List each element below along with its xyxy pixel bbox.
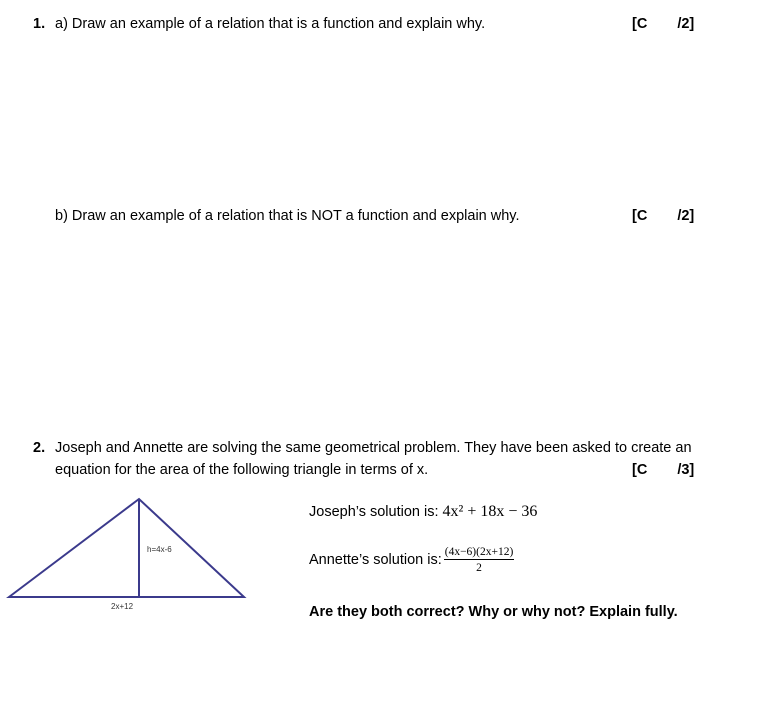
annette-label: Annette’s solution is: xyxy=(309,552,442,568)
joseph-expression: 4x² + 18x − 36 xyxy=(442,503,538,520)
question-2-line-1: Joseph and Annette are solving the same geometrical problem. They have been asked to create an xyxy=(55,440,692,456)
triangle-diagram xyxy=(0,490,260,620)
marks-close: /2] xyxy=(677,208,695,224)
triangle-shape xyxy=(9,499,244,597)
height-label: h=4x-6 xyxy=(147,545,172,554)
question-2-prompt: Are they both correct? Why or why not? Explain fully. xyxy=(309,604,678,620)
joseph-solution xyxy=(309,503,537,521)
question-1a-text: a) Draw an example of a relation that is a function and explain why. xyxy=(55,16,486,32)
annette-numerator: (4x−6)(2x+12) xyxy=(444,546,514,558)
question-1b-marks xyxy=(632,208,694,224)
marks-close: /3] xyxy=(677,462,695,478)
marks-open: [C xyxy=(632,16,648,32)
question-1b-text: b) Draw an example of a relation that is NOT a function and explain why. xyxy=(55,208,520,224)
question-1a-marks xyxy=(632,16,694,32)
marks-open: [C xyxy=(632,462,648,478)
base-label: 2x+12 xyxy=(111,602,134,611)
question-2-line-2: equation for the area of the following triangle in terms of x. xyxy=(55,462,429,478)
question-1-number: 1. xyxy=(33,16,46,32)
joseph-label: Joseph’s solution is: xyxy=(309,504,439,520)
question-2-marks xyxy=(632,462,694,478)
marks-open: [C xyxy=(632,208,648,224)
annette-denominator: 2 xyxy=(476,562,482,574)
question-2-number: 2. xyxy=(33,440,46,456)
annette-fraction xyxy=(444,546,515,574)
marks-close: /2] xyxy=(677,16,695,32)
annette-solution xyxy=(309,546,514,574)
